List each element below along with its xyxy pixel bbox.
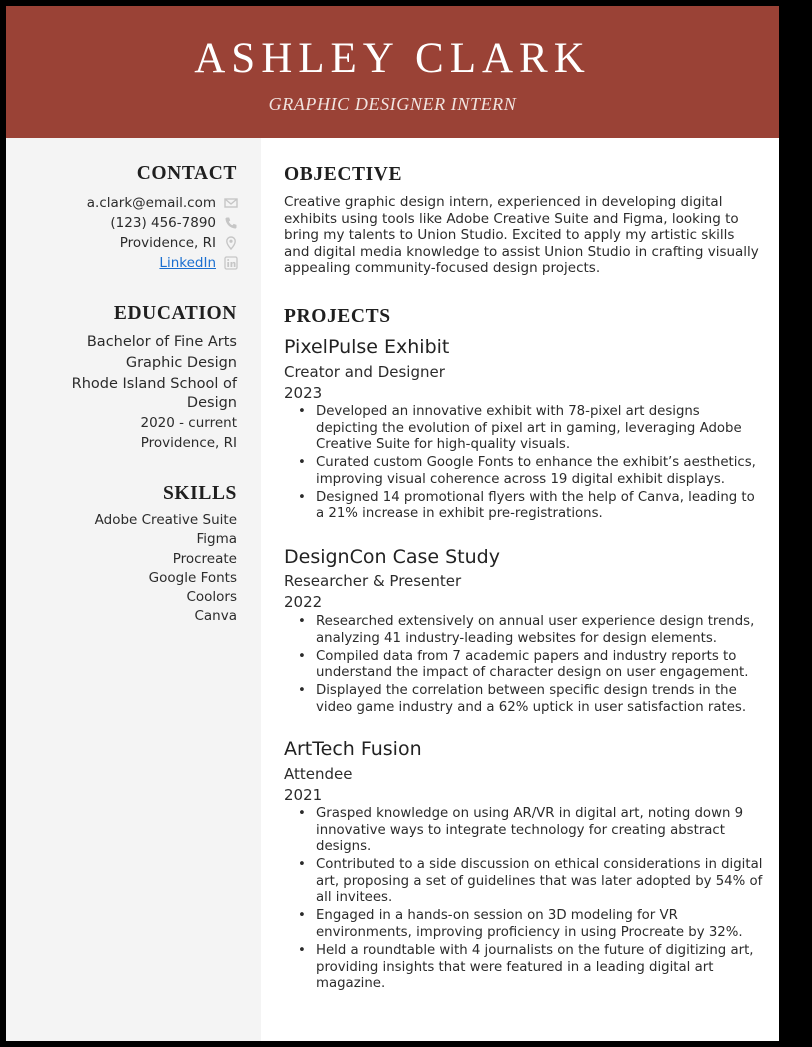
linkedin-link[interactable]: LinkedIn (159, 255, 216, 271)
candidate-name: ASHLEY CLARK (194, 35, 591, 82)
education-location: Providence, RI (140, 435, 237, 451)
list-item: • Grasped knowledge on using AR/VR in digital art, noting down 9 innovative ways to integrate technology for creating abstract designs. (284, 806, 764, 856)
objective-text: Creative graphic design intern, experienced in developing digital exhibits using tools like Adobe Creative Suite and Figma, looking to bring my talents to Union Studio. Excited to apply my artistic skills and digital media knowledge to assist Union Studio in crafting visually appealing community-focused design projects. (284, 194, 759, 276)
skill-item: Google Fonts (148, 570, 237, 586)
contact-phone[interactable]: (123) 456-7890 (110, 215, 216, 231)
education-degree: Bachelor of Fine Arts (86, 334, 237, 350)
contact-heading: CONTACT (136, 163, 237, 184)
projects-heading: PROJECTS (284, 306, 391, 327)
list-item: • Developed an innovative exhibit with 78-pixel art designs depicting the evolution of pixel art in gaming, leveraging Adobe Creative Suite for high-quality visuals. (284, 404, 764, 454)
skills-heading: SKILLS (162, 483, 237, 504)
list-item: • Designed 14 promotional flyers with the help of Canva, leading to a 21% increase in exhibit pre-registrations. (284, 490, 764, 523)
resume-page (6, 6, 779, 1041)
main-content (261, 138, 779, 1041)
project-year: 2023 (284, 384, 323, 402)
project-bullets (284, 614, 764, 718)
sidebar (6, 138, 261, 1041)
education-school: Rhode Island School of (71, 376, 237, 392)
list-item: • Held a roundtable with 4 journalists on the future of digitizing art, providing insights that were featured in a leading digital art magazine. (284, 943, 764, 993)
project-title: DesignCon Case Study (284, 546, 500, 568)
project-bullets (284, 404, 764, 525)
education-school-cont: Design (186, 395, 237, 411)
education-major: Graphic Design (125, 355, 237, 371)
project-role: Creator and Designer (284, 363, 445, 381)
objective-heading: OBJECTIVE (284, 164, 403, 185)
list-item: • Curated custom Google Fonts to enhance the exhibit’s aesthetics, improving visual coherence across 19 digital exhibit displays. (284, 455, 764, 488)
resume-header (6, 6, 779, 138)
project-title: ArtTech Fusion (284, 738, 422, 760)
mail-icon (224, 196, 238, 210)
project-title: PixelPulse Exhibit (284, 336, 450, 358)
job-title: GRAPHIC DESIGNER INTERN (268, 94, 517, 114)
linkedin-icon (224, 256, 238, 270)
project-bullets (284, 806, 764, 994)
contact-email[interactable]: a.clark@email.com (86, 195, 216, 211)
skill-item: Coolors (186, 589, 237, 605)
project-role: Attendee (284, 765, 353, 783)
list-item: • Compiled data from 7 academic papers and industry reports to understand the impact of character design on user engagement. (284, 649, 764, 682)
project-year: 2022 (284, 593, 323, 611)
list-item: • Researched extensively on annual user experience design trends, analyzing 41 industry-leading websites for design elements. (284, 614, 764, 647)
skill-item: Canva (194, 608, 237, 624)
list-item: • Displayed the correlation between specific design trends in the video game industry and a 62% uptick in user satisfaction rates. (284, 683, 764, 716)
education-dates: 2020 - current (140, 415, 237, 431)
contact-location: Providence, RI (119, 235, 216, 251)
skill-item: Adobe Creative Suite (94, 512, 237, 528)
location-pin-icon (224, 236, 238, 250)
project-year: 2021 (284, 786, 323, 804)
phone-icon (224, 216, 238, 230)
list-item: • Contributed to a side discussion on ethical considerations in digital art, proposing a set of guidelines that was later adopted by 54% of all invitees. (284, 857, 764, 907)
skill-item: Figma (196, 531, 237, 547)
list-item: • Engaged in a hands-on session on 3D modeling for VR environments, improving proficiency in using Procreate by 32%. (284, 908, 764, 941)
education-heading: EDUCATION (113, 303, 237, 324)
project-role: Researcher & Presenter (284, 572, 462, 590)
skill-item: Procreate (172, 551, 237, 567)
